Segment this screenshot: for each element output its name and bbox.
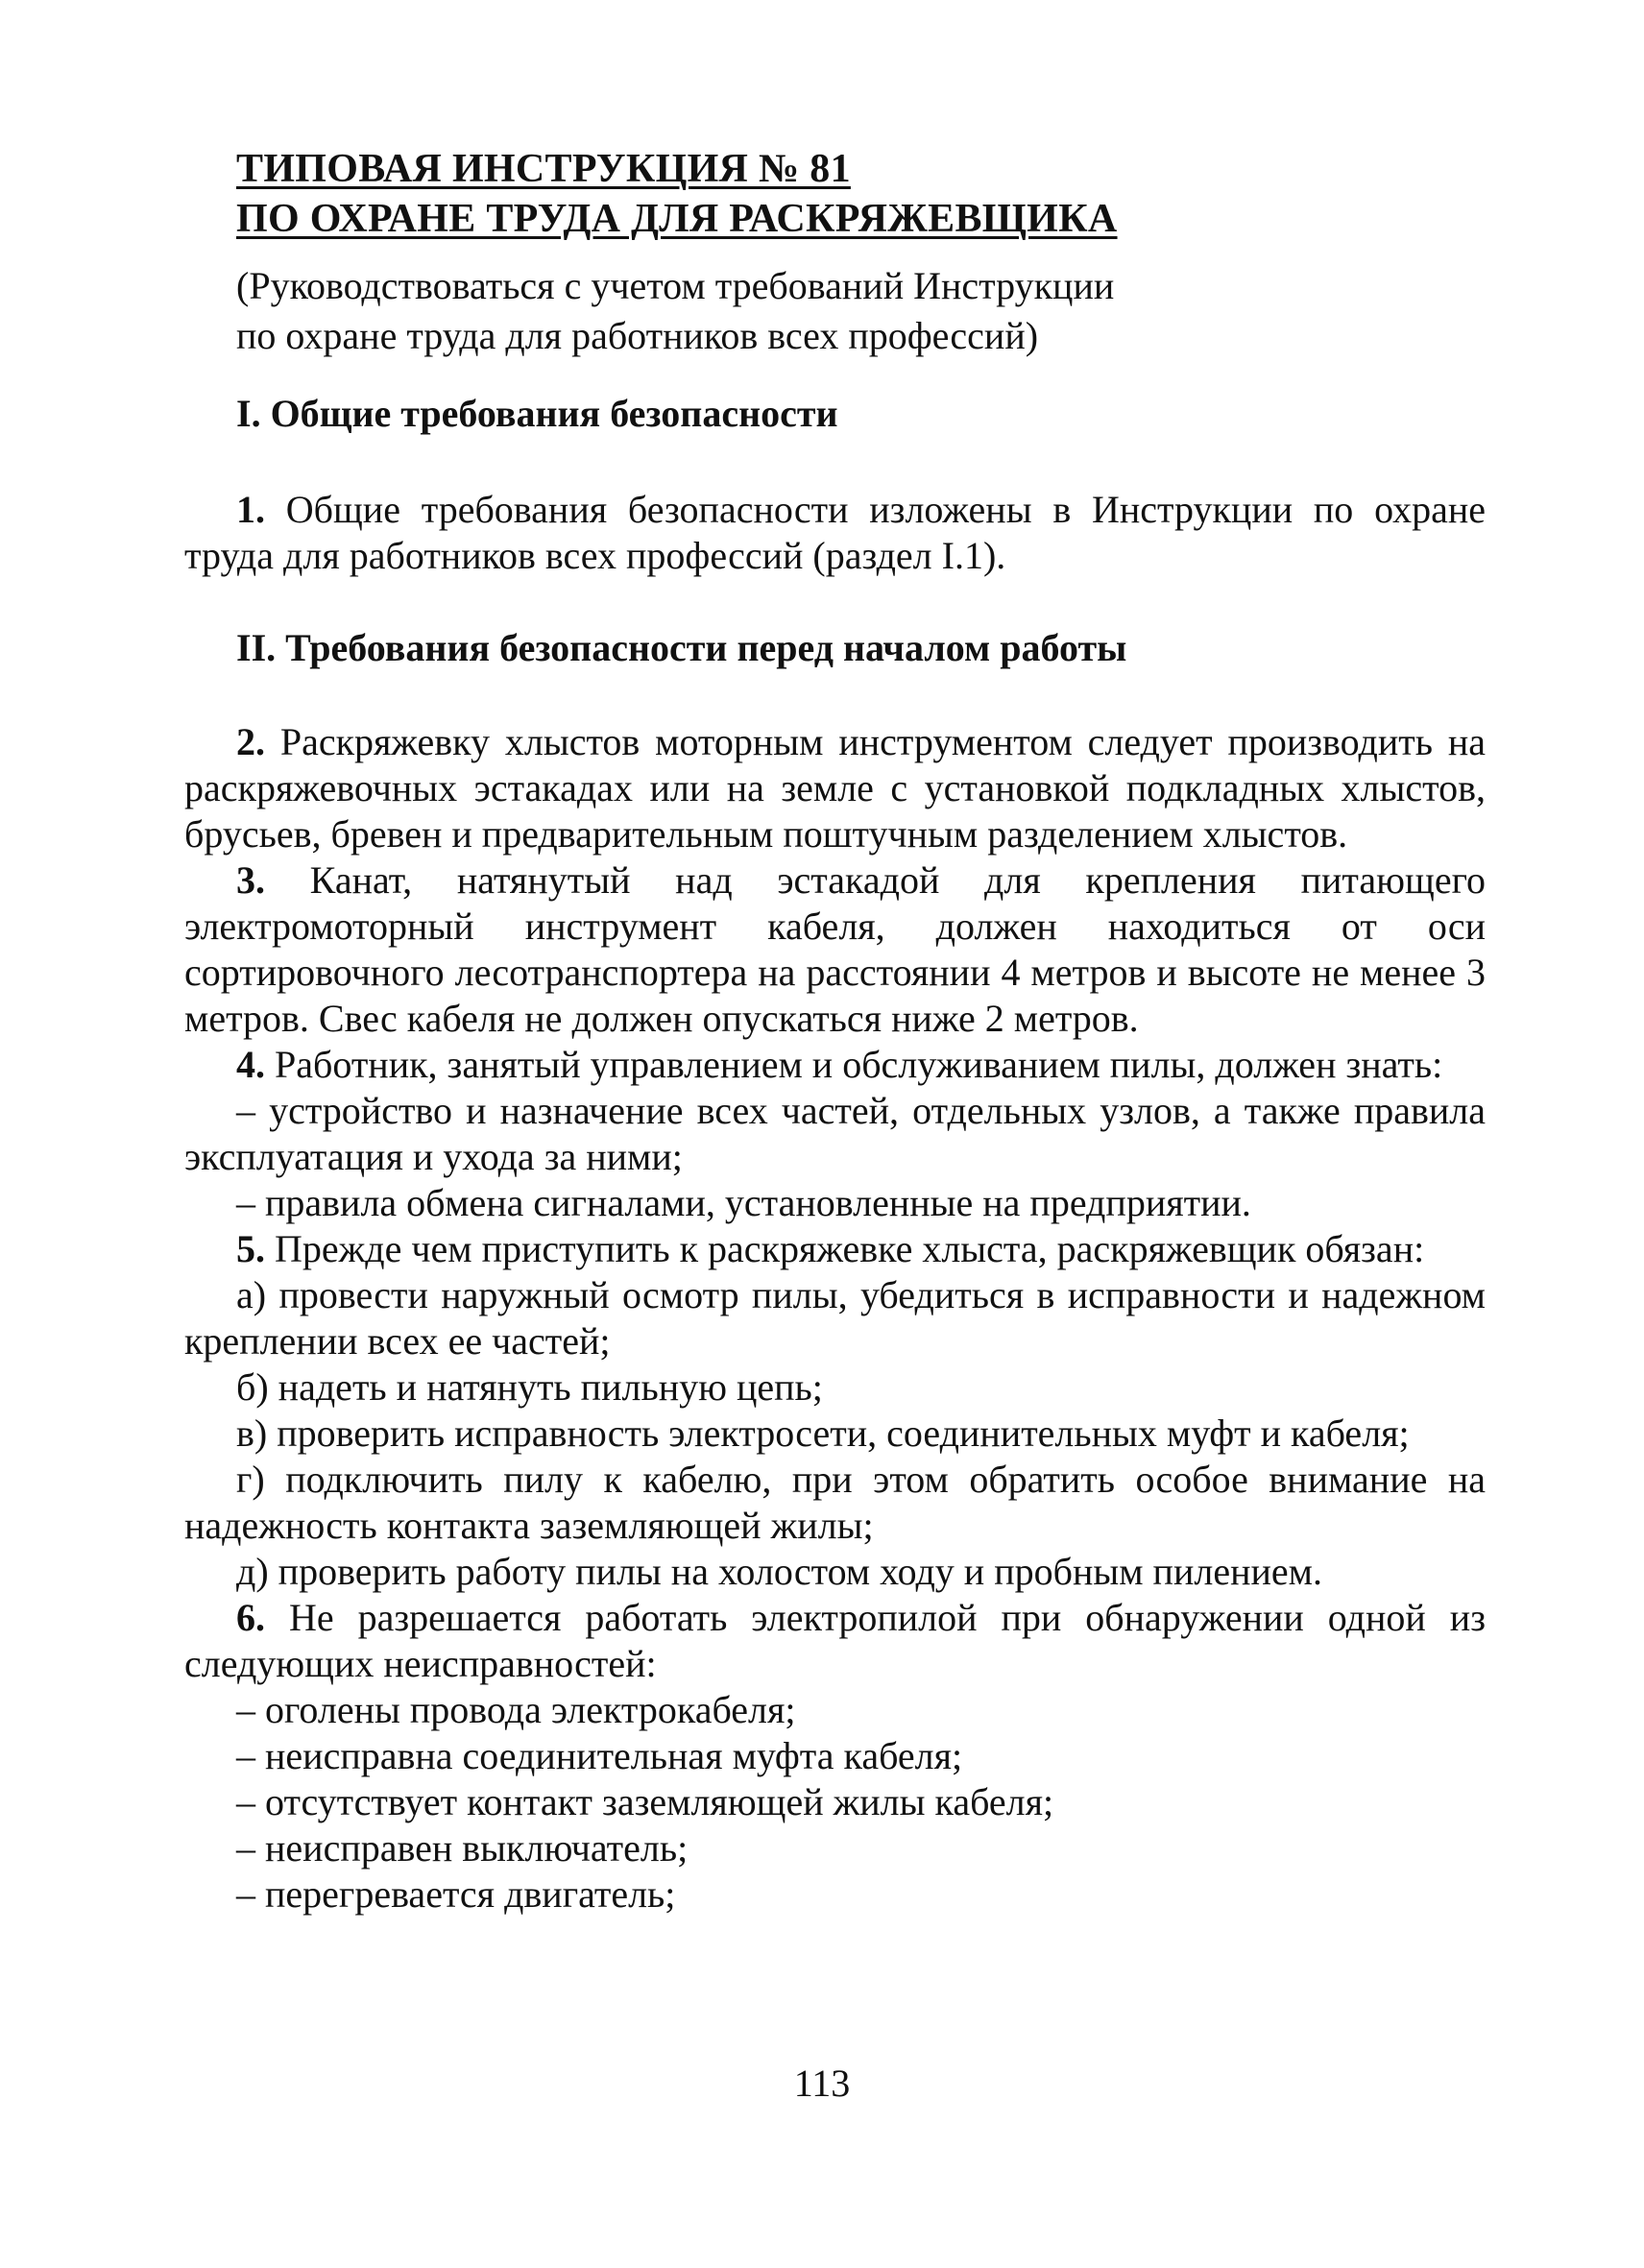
document-title <box>236 144 1118 244</box>
list-item: – неисправен выключатель; <box>236 1826 689 1870</box>
title-line-1: ТИПОВАЯ ИНСТРУКЦИЯ № 81 <box>236 147 851 191</box>
paragraph-text: Прежде чем приступить к раскряжевке хлыста, раскряжевщик обязан: <box>265 1227 1425 1270</box>
paragraph-3 <box>184 857 1486 1042</box>
section-heading-general: I. Общие требования безопасности <box>236 392 838 435</box>
paragraph-number: 2. <box>236 720 265 763</box>
list-item: б) надеть и натянуть пильную цепь; <box>236 1365 823 1409</box>
paragraph-text: Не разрешается работать электропилой при обнаружении одной из следующих неисправностей: <box>184 1596 1486 1685</box>
title-line-2: ПО ОХРАНЕ ТРУДА ДЛЯ РАСКРЯЖЕВЩИКА <box>236 197 1118 241</box>
list-item: – оголены провода электрокабеля; <box>236 1688 796 1731</box>
paragraph-number: 6. <box>236 1596 265 1639</box>
paragraph-1 <box>184 487 1486 579</box>
paragraph-number: 1. <box>236 488 265 531</box>
subtitle-line-1: (Руководствоваться с учетом требований Инструкции <box>236 264 1115 307</box>
subtitle-line-2: по охране труда для работников всех профессий) <box>236 314 1039 357</box>
list-item: – отсутствует контакт заземляющей жилы кабеля; <box>236 1780 1054 1823</box>
section-heading-before-work: II. Требования безопасности перед началом работы <box>236 626 1127 669</box>
paragraph-6 <box>184 1595 1486 1687</box>
section-general-body <box>184 487 1486 579</box>
paragraph-number: 5. <box>236 1227 265 1270</box>
paragraph-2 <box>184 719 1486 857</box>
list-item: г) подключить пилу к кабелю, при этом обратить особое внимание на надежность контакта заземляющей жилы; <box>184 1458 1486 1547</box>
list-item: – правила обмена сигналами, установленные на предприятии. <box>236 1181 1251 1224</box>
section-before-work-body <box>184 719 1486 1918</box>
list-item: д) проверить работу пилы на холостом ходу и пробным пилением. <box>236 1550 1322 1593</box>
paragraph-number: 4. <box>236 1043 265 1086</box>
paragraph-text: Работник, занятый управлением и обслуживанием пилы, должен знать: <box>265 1043 1443 1086</box>
list-item: – устройство и назначение всех частей, отдельных узлов, а также правила эксплуатация и ухода за ними; <box>184 1089 1486 1178</box>
list-item: а) провести наружный осмотр пилы, убедиться в исправности и надежном креплении всех ее частей; <box>184 1273 1486 1363</box>
paragraph-number: 3. <box>236 858 265 902</box>
paragraph-text: Раскряжевку хлыстов моторным инструментом следует производить на раскряжевочных эстакадах или на земле с установкой подкладных хлыстов, брусьев, бревен и предварительным поштучным разделением хлыстов. <box>184 720 1486 856</box>
document-subtitle <box>236 261 1114 361</box>
paragraph-4 <box>184 1042 1486 1088</box>
list-item: – неисправна соединительная муфта кабеля; <box>236 1734 963 1777</box>
paragraph-5 <box>184 1226 1486 1272</box>
list-item: – перегревается двигатель; <box>236 1872 676 1916</box>
paragraph-text: Общие требования безопасности изложены в Инструкции по охране труда для работников всех профессий (раздел I.1). <box>184 488 1486 577</box>
list-item: в) проверить исправность электросети, соединительных муфт и кабеля; <box>236 1411 1410 1455</box>
paragraph-text: Канат, натянутый над эстакадой для крепления питающего электромоторный инструмент кабеля, должен находиться от оси сортировочного лесотранспортера на расстоянии 4 метров и высоте не менее 3 метров. Свес кабеля не должен опускаться ниже 2 метров. <box>184 858 1486 1040</box>
page-number: 113 <box>793 2062 851 2105</box>
